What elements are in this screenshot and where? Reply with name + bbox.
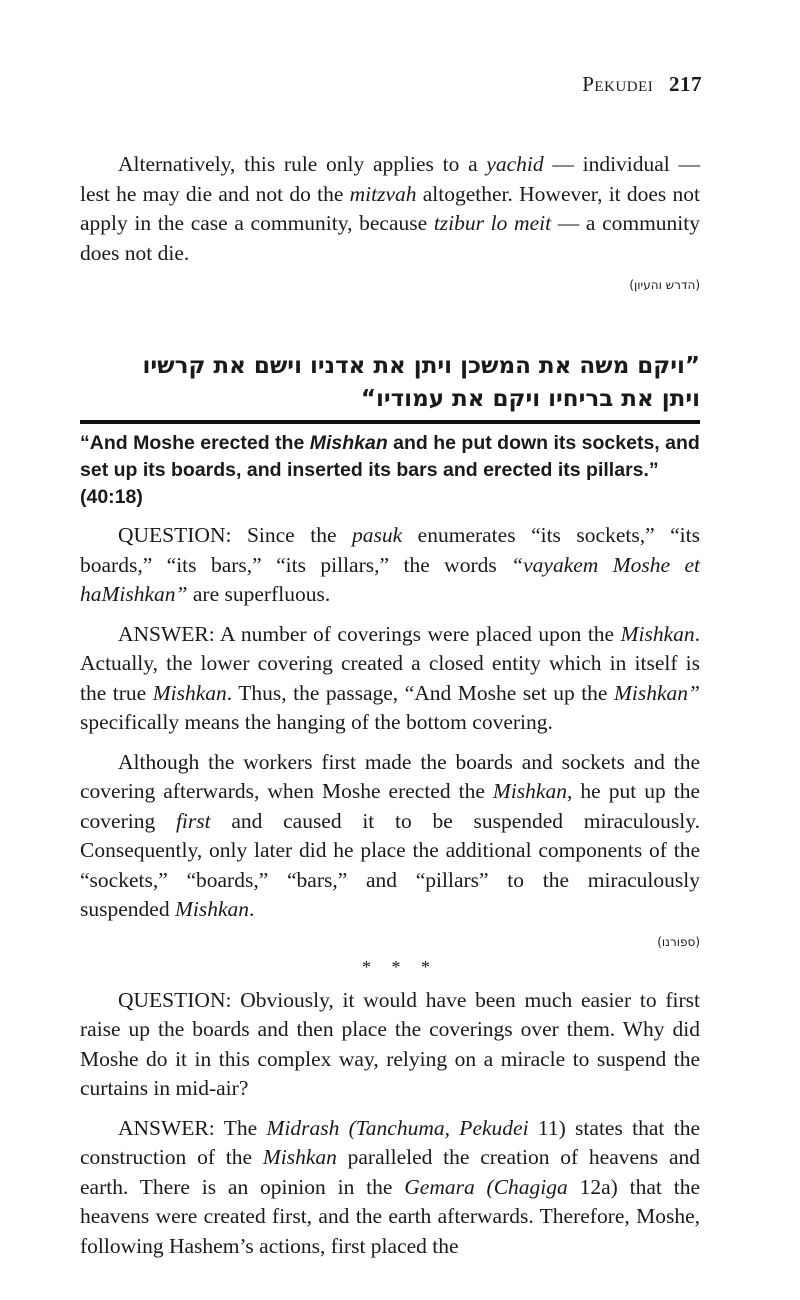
paragraph-although: Although the workers first made the boards and sockets and the covering afterwards, when Moshe erected the Mishkan, he put up the covering first and caused it to be suspended miraculously. Consequently, only later did he place the additional components of the “sockets,” “boards,” “bars,” and “pillars” to the miraculously suspended Mishkan. bbox=[80, 749, 700, 921]
english-verse: “And Moshe erected the Mishkan and he put down its sockets, and set up its boards, and inserted its bars and erected its pillars.” (40:18) bbox=[80, 432, 700, 508]
page-body bbox=[80, 150, 700, 1271]
page-number: 217 bbox=[669, 72, 702, 96]
parsha-name: Pekudei bbox=[582, 72, 654, 96]
hebrew-verse: ”ויקם משה את המשכן ויתן את אדניו וישם את קרשיו ויתן את בריחיו ויקם את עמודיו“ bbox=[142, 353, 700, 412]
paragraph-answer: ANSWER: A number of coverings were placed upon the Mishkan. Actually, the lower covering created a closed entity which in itself is the true Mishkan. Thus, the passage, “And Moshe set up the Mishkan” specifically means the hanging of the bottom covering. bbox=[80, 621, 700, 734]
running-header bbox=[582, 72, 702, 97]
section-separator: * * * bbox=[362, 956, 438, 977]
source-citation-2: (ספורנו) bbox=[657, 934, 700, 949]
paragraph-answer-2: ANSWER: The Midrash (Tanchuma, Pekudei 11) states that the construction of the Mishkan paralleled the creation of heavens and earth. There is an opinion in the Gemara (Chagiga 12a) that the heavens were created first, and the earth afterwards. Therefore, Moshe, following Hashem’s actions, first placed the bbox=[80, 1115, 700, 1258]
paragraph-alternatively: Alternatively, this rule only applies to a yachid — individual — lest he may die and not do the mitzvah altogether. However, it does not apply in the case a community, because tzibur lo meit — a community does not die. bbox=[80, 152, 701, 265]
divider-rule bbox=[80, 420, 700, 424]
paragraph-question-2: QUESTION: Obviously, it would have been much easier to first raise up the boards and then place the coverings over them. Why did Moshe do it in this complex way, relying on a miracle to suspend the curtains in mid-air? bbox=[80, 987, 700, 1100]
paragraph-question: QUESTION: Since the pasuk enumerates “its sockets,” “its boards,” “its bars,” “its pillars,” the words “vayakem Moshe et haMishkan” are superfluous. bbox=[80, 523, 700, 606]
source-citation: (הדרש והעיון) bbox=[629, 278, 700, 292]
